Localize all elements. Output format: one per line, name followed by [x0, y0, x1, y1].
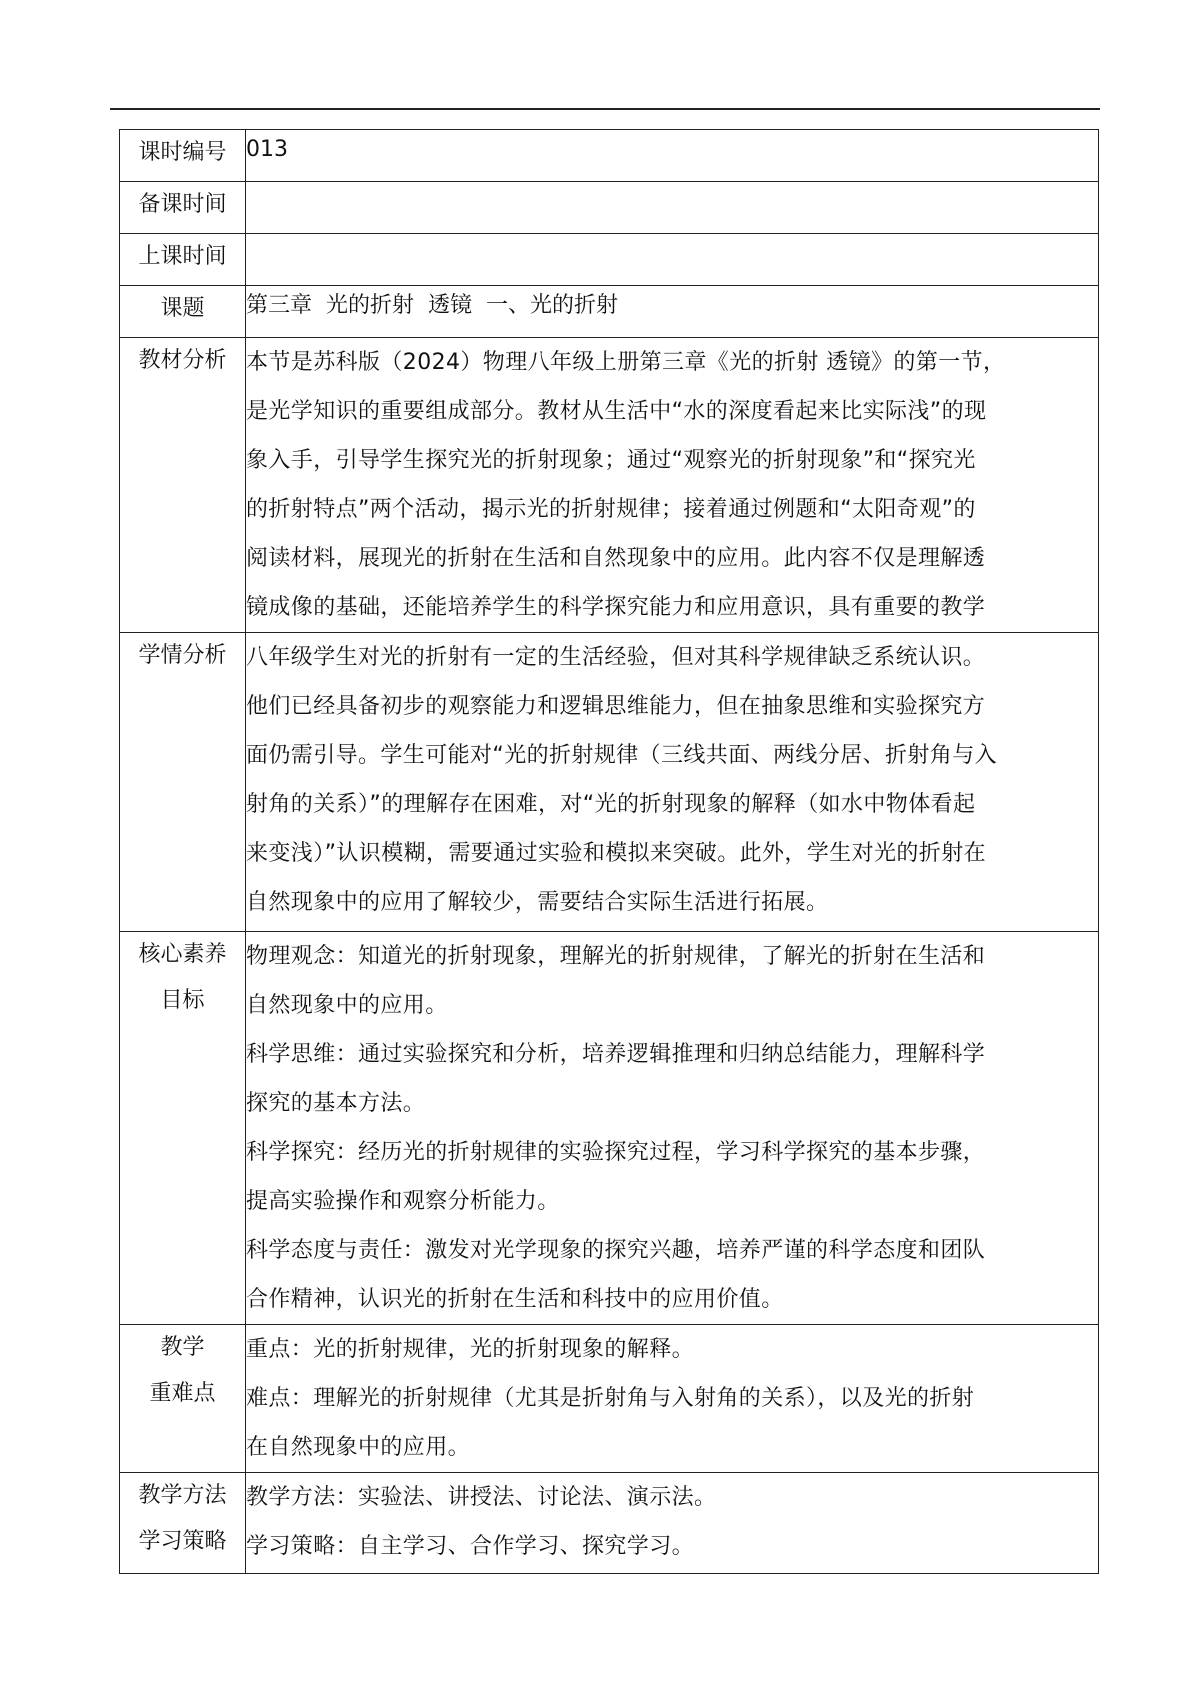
key-points-line: 重点：光的折射规律，光的折射现象的解释。 — [246, 1337, 695, 1362]
key-points-line: 在自然现象中的应用。 — [246, 1435, 471, 1460]
core-goals-line: 物理观念：知道光的折射现象，理解光的折射规律，了解光的折射在生活和 — [246, 944, 986, 969]
student-analysis-label: 学情分析 — [120, 633, 246, 932]
methods-label-line: 教学方法 — [138, 1483, 227, 1508]
student-analysis-line: 来变浅）”认识模糊，需要通过实验和模拟来突破。此外，学生对光的折射在 — [246, 841, 986, 866]
key-points-content — [246, 1325, 1099, 1473]
header-rule — [110, 108, 1100, 110]
row-prep-time — [120, 182, 1099, 234]
student-analysis-line: 他们已经具备初步的观察能力和逻辑思维能力，但在抽象思维和实验探究方 — [246, 694, 986, 719]
key-points-label-line: 教学 — [160, 1335, 205, 1360]
prep-time-value — [246, 182, 1099, 234]
student-analysis-line: 射角的关系）”的理解存在困难，对“光的折射现象的解释（如水中物体看起 — [246, 792, 976, 817]
topic-value: 第三章 光的折射 透镜 一、光的折射 — [246, 286, 1099, 338]
row-key-points — [120, 1325, 1099, 1473]
lesson-number-value: 013 — [246, 130, 1099, 182]
core-goals-label — [120, 932, 246, 1325]
core-goals-line: 科学态度与责任：激发对光学现象的探究兴趣，培养严谨的科学态度和团队 — [246, 1238, 986, 1263]
lesson-plan-table — [119, 129, 1099, 1574]
row-lesson-number — [120, 130, 1099, 182]
class-time-label: 上课时间 — [120, 234, 246, 286]
core-goals-line: 探究的基本方法。 — [246, 1091, 426, 1116]
methods-line: 教学方法：实验法、讲授法、讨论法、演示法。 — [246, 1485, 717, 1510]
methods-content — [246, 1473, 1099, 1574]
textbook-analysis-line: 是光学知识的重要组成部分。教材从生活中“水的深度看起来比实际浅”的现 — [246, 399, 987, 424]
row-topic — [120, 286, 1099, 338]
core-goals-label-line: 目标 — [160, 988, 205, 1013]
lesson-number-label: 课时编号 — [120, 130, 246, 182]
methods-line: 学习策略：自主学习、合作学习、探究学习。 — [246, 1534, 695, 1559]
core-goals-line: 提高实验操作和观察分析能力。 — [246, 1189, 560, 1214]
class-time-value — [246, 234, 1099, 286]
core-goals-line: 科学探究：经历光的折射规律的实验探究过程，学习科学探究的基本步骤， — [246, 1140, 986, 1165]
textbook-analysis-line: 本节是苏科版（2024）物理八年级上册第三章《光的折射 透镜》的第一节， — [246, 350, 1006, 375]
core-goals-content — [246, 932, 1099, 1325]
textbook-analysis-line: 镜成像的基础，还能培养学生的科学探究能力和应用意识，具有重要的教学 — [246, 595, 986, 620]
methods-label-line: 学习策略 — [138, 1529, 227, 1554]
row-core-goals — [120, 932, 1099, 1325]
core-goals-line: 自然现象中的应用。 — [246, 993, 448, 1018]
row-student-analysis — [120, 633, 1099, 932]
textbook-analysis-line: 阅读材料，展现光的折射在生活和自然现象中的应用。此内容不仅是理解透 — [246, 546, 986, 571]
student-analysis-content — [246, 633, 1099, 932]
methods-label — [120, 1473, 246, 1574]
textbook-analysis-line: 的折射特点”两个活动，揭示光的折射规律；接着通过例题和“太阳奇观”的 — [246, 497, 976, 522]
row-class-time — [120, 234, 1099, 286]
row-textbook-analysis — [120, 338, 1099, 633]
row-methods — [120, 1473, 1099, 1574]
core-goals-line: 合作精神，认识光的折射在生活和科技中的应用价值。 — [246, 1287, 784, 1312]
core-goals-line: 科学思维：通过实验探究和分析，培养逻辑推理和归纳总结能力，理解科学 — [246, 1042, 986, 1067]
textbook-analysis-line: 象入手，引导学生探究光的折射现象；通过“观察光的折射现象”和“探究光 — [246, 448, 976, 473]
key-points-line: 难点：理解光的折射规律（尤其是折射角与入射角的关系），以及光的折射 — [246, 1386, 975, 1411]
textbook-analysis-content — [246, 338, 1099, 633]
key-points-label — [120, 1325, 246, 1473]
prep-time-label: 备课时间 — [120, 182, 246, 234]
topic-label: 课题 — [120, 286, 246, 338]
textbook-analysis-label: 教材分析 — [120, 338, 246, 633]
core-goals-label-line: 核心素养 — [138, 942, 227, 967]
student-analysis-line: 自然现象中的应用了解较少，需要结合实际生活进行拓展。 — [246, 890, 829, 915]
key-points-label-line: 重难点 — [149, 1381, 216, 1406]
student-analysis-line: 面仍需引导。学生可能对“光的折射规律（三线共面、两线分居、折射角与入 — [246, 743, 997, 768]
student-analysis-line: 八年级学生对光的折射有一定的生活经验，但对其科学规律缺乏系统认识。 — [246, 645, 986, 670]
